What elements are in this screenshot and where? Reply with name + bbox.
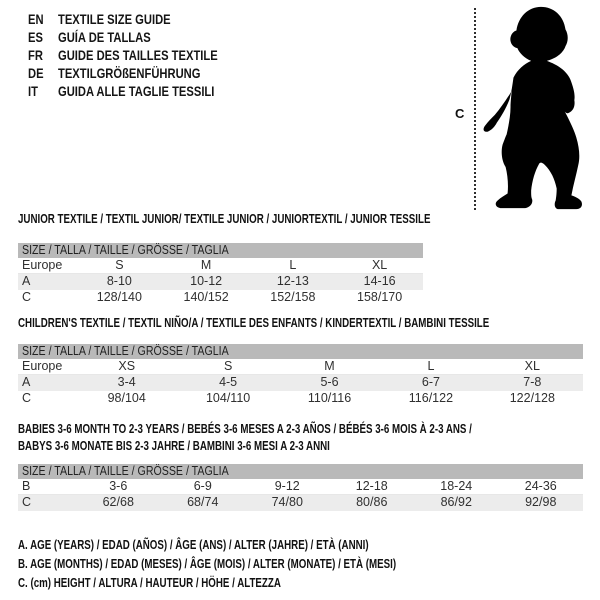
children-size-table bbox=[18, 344, 583, 407]
table-cell: 6-9 bbox=[193, 479, 212, 493]
language-row bbox=[28, 28, 258, 46]
language-row bbox=[28, 10, 258, 28]
table-cell: M bbox=[324, 359, 335, 373]
table-cell: L bbox=[427, 359, 435, 373]
table-cell: 68/74 bbox=[187, 495, 219, 509]
language-label: TEXTILE SIZE GUIDE bbox=[58, 11, 171, 27]
section-title-babies-line1: BABIES 3-6 MONTH TO 2-3 YEARS / BEBÉS 3-6 MESES A 2-3 AÑOS / BÉBÉS 3-6 MOIS À 2-3 ANS / bbox=[18, 421, 472, 436]
language-code: EN bbox=[28, 11, 44, 27]
section-title-junior: JUNIOR TEXTILE / TEXTIL JUNIOR/ TEXTILE JUNIOR / JUNIORTEXTIL / JUNIOR TESSILE bbox=[18, 211, 431, 226]
row-label: C bbox=[22, 391, 32, 405]
table-cell: 86/92 bbox=[440, 495, 472, 509]
table-cell: 122/128 bbox=[509, 391, 555, 405]
language-label: GUIDE DES TAILLES TEXTILE bbox=[58, 47, 218, 63]
row-label: Europe bbox=[22, 359, 63, 373]
table-cell: 14-16 bbox=[363, 274, 396, 288]
row-label: C bbox=[22, 495, 32, 509]
table-header bbox=[18, 464, 583, 479]
table-cell: S bbox=[223, 359, 233, 373]
table-cell: 18-24 bbox=[440, 479, 473, 493]
table-cell: 110/116 bbox=[307, 391, 352, 405]
language-list bbox=[28, 10, 258, 100]
language-row bbox=[28, 82, 258, 100]
note-height-cm: C. (cm) HEIGHT / ALTURA / HAUTEUR / HÖHE / ALTEZZA bbox=[18, 575, 281, 590]
section-title-babies bbox=[18, 420, 472, 454]
table-header-text: SIZE / TALLA / TAILLE / GRÖSSE / TAGLIA bbox=[22, 344, 229, 358]
language-code: ES bbox=[28, 29, 43, 45]
row-label: C bbox=[22, 290, 32, 304]
table-cell: S bbox=[115, 258, 124, 272]
table-cell: 12-18 bbox=[355, 479, 388, 493]
row-label: B bbox=[22, 479, 31, 493]
table-cell: 158/170 bbox=[357, 290, 403, 304]
table-cell: M bbox=[200, 258, 212, 272]
language-code: DE bbox=[28, 65, 44, 81]
table-cell: 7-8 bbox=[523, 375, 542, 389]
table-cell: 4-5 bbox=[219, 375, 238, 389]
language-row bbox=[28, 64, 258, 82]
table-cell: 92/98 bbox=[525, 495, 557, 509]
toddler-silhouette-icon bbox=[479, 2, 599, 218]
section-title-children: CHILDREN'S TEXTILE / TEXTIL NIÑO/A / TEXTILE DES ENFANTS / KINDERTEXTIL / BAMBINI TESSILE bbox=[18, 315, 490, 330]
junior-size-table bbox=[18, 243, 423, 306]
table-cell: 6-7 bbox=[421, 375, 440, 389]
language-label: GUÍA DE TALLAS bbox=[58, 29, 151, 45]
table-cell: 5-6 bbox=[320, 375, 339, 389]
row-label: Europe bbox=[22, 258, 63, 272]
table-cell: 116/122 bbox=[408, 391, 454, 405]
height-marker-line bbox=[474, 8, 476, 210]
table-row-height bbox=[18, 391, 583, 407]
table-header-text: SIZE / TALLA / TAILLE / GRÖSSE / TAGLIA bbox=[22, 243, 229, 257]
table-cell: 24-36 bbox=[524, 479, 557, 493]
table-cell: 140/152 bbox=[183, 290, 229, 304]
row-label: A bbox=[22, 375, 31, 389]
table-header bbox=[18, 243, 423, 258]
table-cell: XL bbox=[371, 258, 388, 272]
table-row-age bbox=[18, 274, 423, 290]
table-row-months bbox=[18, 479, 583, 495]
table-cell: L bbox=[289, 258, 297, 272]
table-cell: 98/104 bbox=[107, 391, 146, 405]
table-cell: 3-6 bbox=[109, 479, 128, 493]
table-cell: 3-4 bbox=[117, 375, 136, 389]
table-cell: 10-12 bbox=[190, 274, 223, 288]
note-age-years: A. AGE (YEARS) / EDAD (AÑOS) / ÂGE (ANS) / ALTER (JAHRE) / ETÀ (ANNI) bbox=[18, 537, 369, 552]
language-code: IT bbox=[28, 83, 38, 99]
table-cell: 8-10 bbox=[106, 274, 132, 288]
table-header bbox=[18, 344, 583, 359]
table-cell: 9-12 bbox=[274, 479, 300, 493]
babies-size-table bbox=[18, 464, 583, 511]
table-row-age bbox=[18, 375, 583, 391]
table-header-text: SIZE / TALLA / TAILLE / GRÖSSE / TAGLIA bbox=[22, 464, 229, 478]
section-title-babies-line2: BABYS 3-6 MONATE BIS 2-3 JAHRE / BAMBINI 3-6 MESI A 2-3 ANNI bbox=[18, 438, 330, 453]
table-row-europe bbox=[18, 258, 423, 274]
table-row-europe bbox=[18, 359, 583, 375]
language-label: GUIDA ALLE TAGLIE TESSILI bbox=[58, 83, 215, 99]
language-label: TEXTILGRÖßENFÜHRUNG bbox=[58, 65, 201, 81]
height-marker-label: C bbox=[455, 106, 465, 121]
table-row-height bbox=[18, 495, 583, 511]
table-row-height bbox=[18, 290, 423, 306]
table-cell: 128/140 bbox=[96, 290, 142, 304]
language-code: FR bbox=[28, 47, 43, 63]
language-row bbox=[28, 46, 258, 64]
table-cell: 104/110 bbox=[205, 391, 251, 405]
note-age-months: B. AGE (MONTHS) / EDAD (MESES) / ÂGE (MOIS) / ALTER (MONATE) / ETÀ (MESI) bbox=[18, 556, 397, 571]
table-cell: XS bbox=[118, 359, 136, 373]
table-cell: XL bbox=[524, 359, 540, 373]
table-cell: 74/80 bbox=[271, 495, 303, 509]
table-cell: 152/158 bbox=[270, 290, 316, 304]
table-cell: 80/86 bbox=[356, 495, 388, 509]
table-cell: 12-13 bbox=[276, 274, 309, 288]
table-cell: 62/68 bbox=[102, 495, 134, 509]
row-label: A bbox=[22, 274, 31, 288]
